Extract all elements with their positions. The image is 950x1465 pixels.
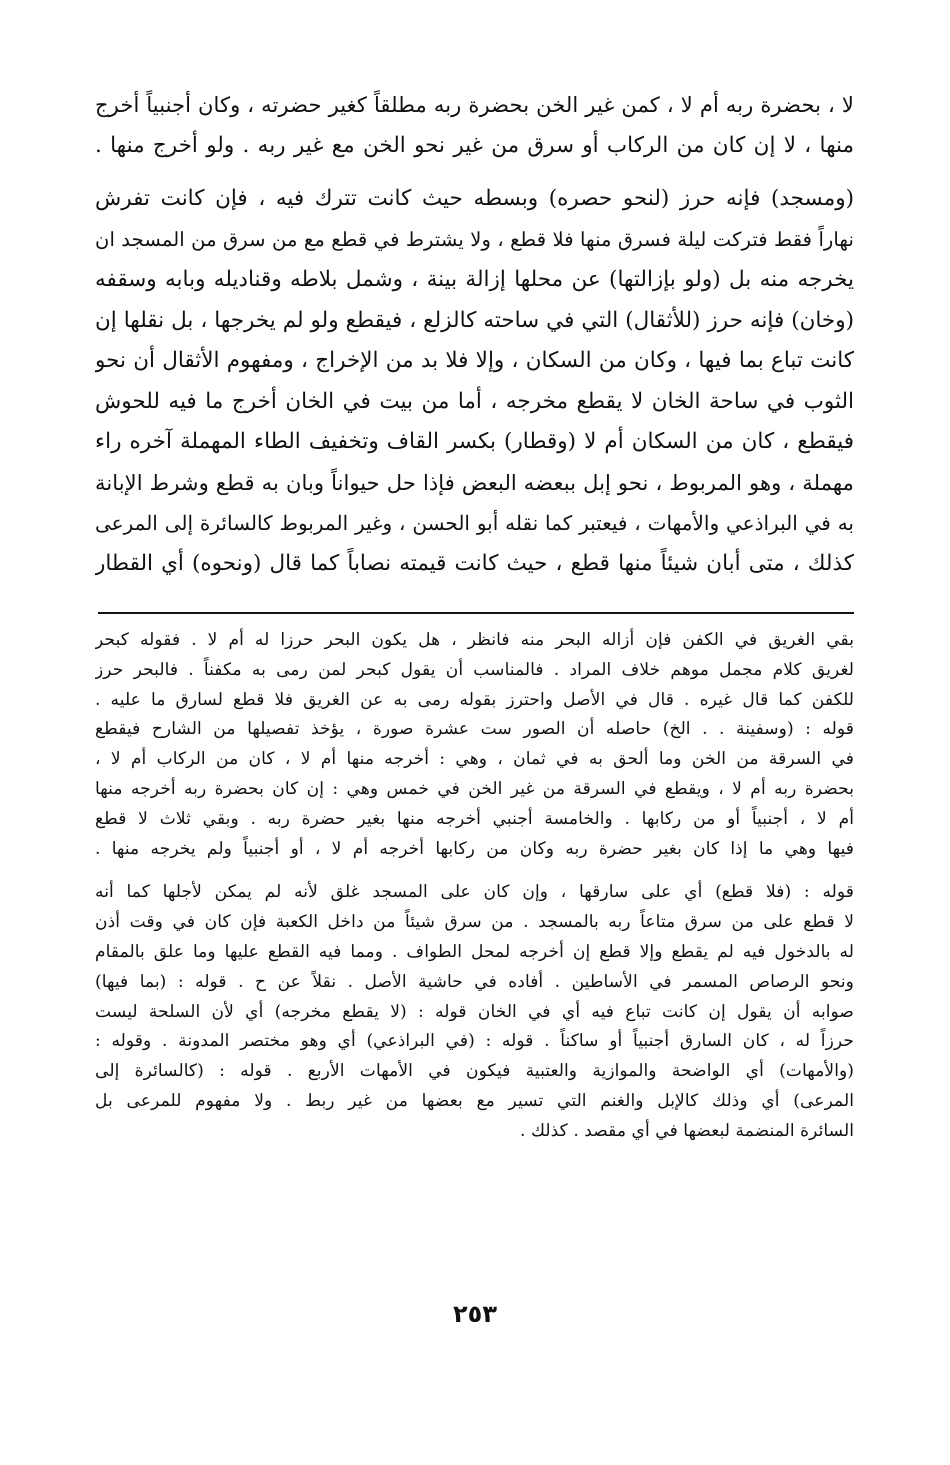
main-text-line: يخرجه منه بل (ولو بإزالتها) عن محلها إزالة بينة ، وشمل بلاطه وقناديله وبابه وسقفه: [95, 267, 854, 292]
footnote-line: حرزاً له ، كان السارق أجنبياً أو ساكناً . قوله : (في البراذعي) أي وهو مختصر المدونة . وقوله :: [95, 1031, 854, 1052]
footnote-line: لغريق كلام مجمل موهم خلاف المراد . فالمناسب أن يقول كبحر لمن رمى به مكفناً . فالبحر حرز: [95, 659, 854, 680]
main-text: [95, 85, 854, 584]
main-text-line: مهملة ، وهو المربوط ، نحو إبل ببعضه البعض فإذا حل حيواناً وبان به قطع وشرط الإبانة: [95, 469, 854, 495]
footnote-line: المرعى) أي وذلك كالإبل والغنم التي تسير مع بعضها من غير ربط . ولا مفهوم للمرعى بل: [95, 1090, 854, 1111]
footnote-line: له بالدخول فيه لم يقطع وإلا قطع إن أخرجه لمحل الطواف . ومما فيه القطع عليها وما علق بالمقام: [95, 941, 854, 962]
main-text-line: (ومسجد) فإنه حرز (لنحو حصره) وبسطه حيث كانت تترك فيه ، فإن كانت تفرش: [95, 186, 854, 211]
main-text-line: به في البراذعي والأمهات ، فيعتبر كما نقله أبو الحسن ، وغير المربوط كالسائرة إلى المرعى: [95, 511, 854, 535]
main-text-line: الثوب في ساحة الخان لا يقطع مخرجه ، أما من بيت في الخان أخرج ما فيه للحوش: [95, 388, 854, 414]
footnote-line: صوابه أن يقول إن كانت تباع فيه أي في الخان قوله : (لا يقطع مخرجه) أي لأن السلحة ليست: [95, 1001, 854, 1022]
footnote-line: (والأمهات) أي الواضحة والموازية والعتبية فيكون في الأمهات الأربع . قوله : (كالسائرة إلى: [95, 1061, 854, 1082]
footnote-line: قوله : (فلا قطع) أي على سارقها ، وإن كان على المسجد غلق لأنه لم يمكن لأجلها كما أنه: [95, 882, 854, 903]
footnote-line: السائرة المنضمة لبعضها في أي مقصد . كذلك .: [520, 1120, 854, 1141]
main-text-line: منها ، لا إن كان من الركاب أو سرق من غير نحو الخن مع غير ربه . ولو أخرج منها .: [95, 132, 854, 158]
footnote-line: لا قطع على من سرق متاعاً ربه بالمسجد . من سرق شيئاً من داخل الكعبة فإن كان في وقت أذن: [95, 912, 854, 933]
footnote-line: في السرقة من الخن وما ألحق به في ثمان ، وهي : أخرجه منها أم لا ، كان من الركاب أم لا ،: [95, 749, 854, 770]
paragraph-gap: [95, 166, 854, 179]
footnote-divider: [98, 612, 854, 614]
footnotes: [95, 626, 854, 1147]
main-text-line: كذلك ، متى أبان شيئاً منها قطع ، حيث كانت قيمته نصاباً كما قال (ونحوه) أي القطار: [95, 550, 854, 576]
main-text-line: كانت تباع بما فيها ، وكان من السكان ، وإلا فلا بد من الإخراج ، ومفهوم الأثقال أن نحو: [95, 348, 854, 373]
main-text-line: نهاراً فقط فتركت ليلة فسرق منها فلا قطع ، ولا يشترط في قطع مع من سرق من المسجد ان: [95, 227, 854, 251]
main-text-line: (وخان) فإنه حرز (للأثقال) التي في ساحته كالزلع ، فيقطع ولو لم يخرجها ، بل نقلها إن: [95, 307, 854, 333]
paragraph-gap: [95, 864, 854, 878]
footnote-line: للكفن كما قال غيره . قال في الأصل واحترز بقوله رمى به عن الغريق فلا قطع لسارق ما عليه .: [95, 689, 854, 710]
footnote-line: أم لا ، أجنبياً أو من ركابها . والخامسة أجنبي أخرجه منها بغير حضرة ربه . وبقي ثلاث لا قطع: [95, 808, 854, 829]
footnote-line: ونحو الرصاص المسمر في الأساطين . أفاده في حاشية الأصل . نقلاً عن ح . قوله : (بما فيها): [95, 971, 854, 992]
footnote-line: فيها وهي ما إذا كان بغير حضرة ربه وكان من ركابها أخرجه أم لا ، أو أجنبياً ولم يخرجه منها .: [95, 838, 854, 859]
main-text-line: فيقطع ، كان من السكان أم لا (وقطار) بكسر القاف وتخفيف الطاء المهملة آخره راء: [95, 429, 854, 454]
footnote-line: قوله : (وسفينة . . الخ) حاصله أن الصور ست عشرة صورة ، يؤخذ تفصيلها من الشارح فيقطع: [95, 719, 854, 740]
footnote-line: بقي الغريق في الكفن فإن أزاله البحر منه فانظر ، هل يكون البحر حرزا له أم لا . فقوله كبحر: [95, 630, 854, 650]
footnote-line: بحضرة ربه أم لا ، ويقطع في السرقة من غير الخن في خمس وهي : إن كان بحضرة ربه أخرجه منها: [95, 778, 854, 799]
page-number: ٢٥٣: [453, 1300, 497, 1328]
main-text-line: لا ، بحضرة ربه أم لا ، كمن غير الخن بحضرة ربه مطلقاً كغير حضرته ، وكان أجنبياً أخرج: [95, 92, 854, 117]
